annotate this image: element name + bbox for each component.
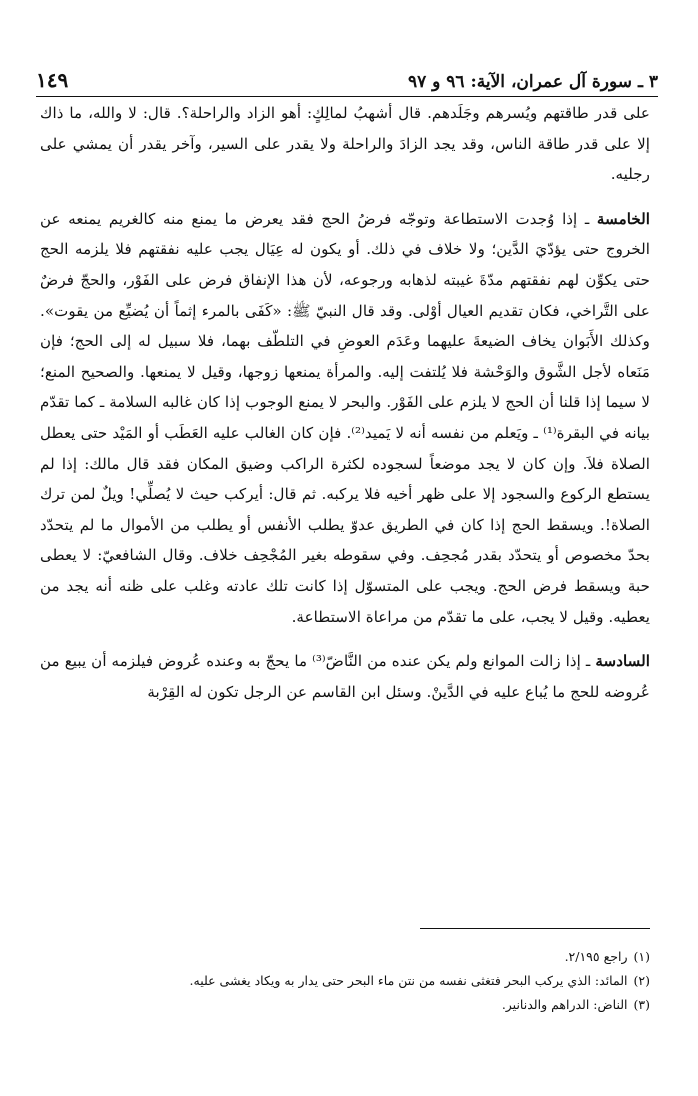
paragraph-text: على قدر طاقتهم ويُسرهم وجَلَدهم. قال أشهبُ لمالِكٍ: أهو الزاد والراحلة؟. قال: لا والله، ما ذاك إلا على قدر طاقة الناس، وقد يجد الزادَ والراحلة ولا يقدر على السير، وآخر يقدر أن يمشي على رجليه. bbox=[40, 104, 650, 184]
footnotes bbox=[40, 928, 650, 1017]
paragraph-continuation bbox=[40, 98, 650, 190]
page-number: ١٤٩ bbox=[36, 68, 69, 92]
paragraph-sixth bbox=[40, 646, 650, 707]
footnote bbox=[40, 969, 650, 993]
footnote bbox=[40, 945, 650, 969]
footnote-divider bbox=[420, 928, 650, 929]
paragraph-fifth bbox=[40, 204, 650, 632]
footnote-text: راجع ٢/١٩٥. bbox=[564, 949, 628, 964]
paragraph-text: ـ إذا زالت الموانع ولم يكن عنده من النَّاضّ⁽³⁾ ما يحجّ به وعنده عُروض فيلزمه أن يبيع من عُروضه للحج ما يُباع عليه في الدَّينْ. وسئل ابن القاسم عن الرجل تكون له القِرْبة bbox=[40, 652, 650, 701]
footnote-text: الناض: الدراهم والدنانير. bbox=[501, 997, 628, 1012]
section-heading-fifth: الخامسة bbox=[596, 209, 650, 228]
section-heading-sixth: السادسة bbox=[595, 652, 650, 671]
footnote-number: (٣) bbox=[633, 997, 650, 1012]
footnote-number: (١) bbox=[633, 949, 650, 964]
page-header bbox=[36, 62, 658, 97]
paragraph-text: ـ إذا وُجدت الاستطاعة وتوجّه فرضُ الحج فقد يعرض ما يمنع منه كالغريم يمنعه عن الخروج حتى يؤدّيَ الدَّين؛ ولا خلاف في ذلك. أو يكون له عِيَال يجب عليه نفقتهم فلا يلزمه الحج حتى يكوِّن لهم نفقتهم مدّةَ غيبته لذهابه ورجوعه، لأن هذا الإنفاق فرض على الفَوْر، والحجّ فرضٌ على التَّراخي، فكان تقديم العيال أوْلى. وقد قال النبيّ ﷺ: «كَفَى بالمرء إثماً أن يُضيِّع من يقوت». وكذلك الأَبَوان يخاف الضيعةَ عليهما وعَدَم العوضِ في التلطّف بهما، فلا سبيل له إلى الحج؛ فإن مَنَعاه لأجل الشَّوق والوَحْشة فلا يُلتفت إليه. والمرأة يمنعها زوجها، وقيل لا يمنعها. والصحيح المنع؛ لا سيما إذا قلنا أن الحج لا يلزم على الفَوْر. والبحر لا يمنع الوجوب إذا كان غالبه السلامة ـ كما تقدّم بيانه في البقرة⁽¹⁾ ـ ويَعلم من نفسه أنه لا يَميد⁽²⁾. فإن كان الغالب عليه العَطَب أو المَيْد حتى يعطل الصلاة فلاَ. وإن كان لا يجد موضعاً لسجوده لكثرة الراكب وضيق المكان فقد قال مالك: إذا لم يستطع الركوع والسجود إلا على ظهر أخيه فلا يركبه. ثم قال: أيركب حيث لا يُصلِّي! ويلٌ لمن ترك الصلاة!. ويسقط الحج إذا كان في الطريق عدوّ يطلب الأنفس أو يطلب من الأموال ما لم يتحدّد بحدّ مخصوص أو يتحدّد بقدر مُجحِف. وفي سقوطه بغير المُجْحِف خلاف. وقال الشافعيّ: لا يعطى حبة ويسقط فرض الحج. ويجب على المتسوّل إذا كانت تلك عادته وغلب على ظنه أنه يجد من يعطيه. وقيل لا يجب، على ما تقدّم من مراعاة الاستطاعة. bbox=[40, 209, 650, 626]
body-text bbox=[40, 98, 650, 707]
running-head: ٣ ـ سورة آل عمران، الآية: ٩٦ و ٩٧ bbox=[407, 72, 658, 92]
footnote-text: المائد: الذي يركب البحر فتغثى نفسه من نتن ماء البحر حتى يدار به ويكاد يغشى عليه. bbox=[189, 973, 628, 988]
footnote-number: (٢) bbox=[633, 973, 650, 988]
footnote bbox=[40, 993, 650, 1017]
